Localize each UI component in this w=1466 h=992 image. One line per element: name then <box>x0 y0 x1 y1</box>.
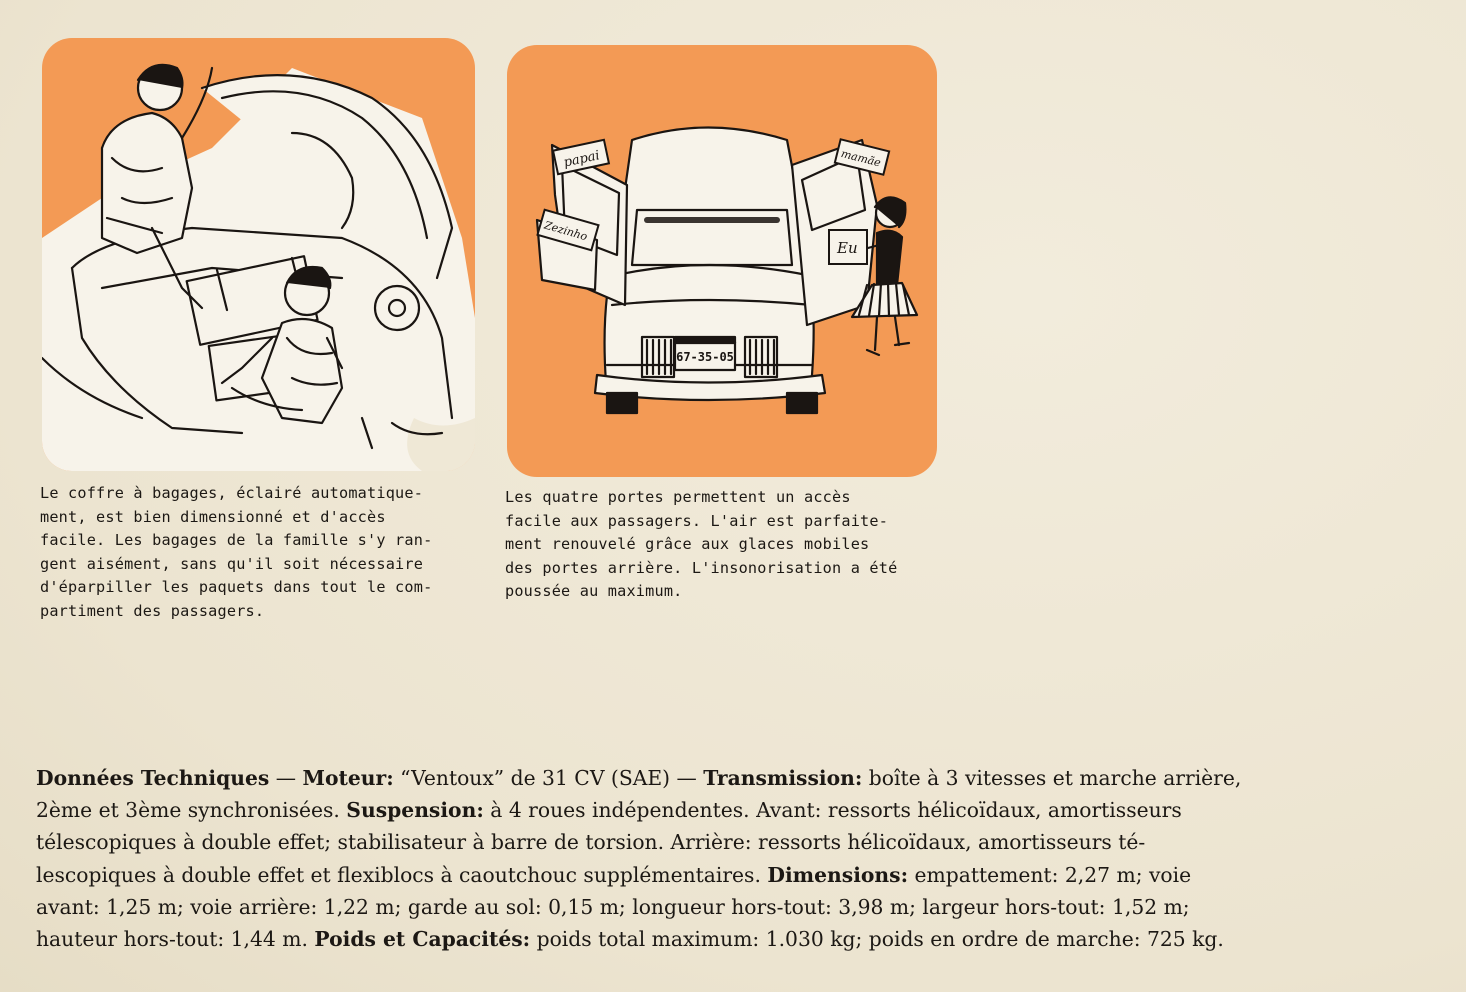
caption-line: des portes arrière. L'insonorisation a été <box>505 558 898 577</box>
caption-line: poussée au maximum. <box>505 582 683 600</box>
specs-text: hauteur hors-tout: 1,44 m. <box>36 927 315 952</box>
specs-text: poids total maximum: 1.030 kg; poids en ordre de marche: 725 kg. <box>530 927 1224 952</box>
specs-text: — <box>269 766 303 790</box>
specs-line <box>36 891 1426 923</box>
doors-illustration-panel <box>507 45 937 477</box>
specs-text: avant: 1,25 m; voie arrière: 1,22 m; garde au sol: 0,15 m; longueur hors-tout: 3,98 m; largeur hors-tout: 1,52 m; <box>36 894 1190 919</box>
specs-line <box>36 794 1426 826</box>
specs-text: à 4 roues indépendentes. Avant: ressorts hélicoïdaux, amortisseurs <box>483 798 1182 823</box>
specs-text: lescopiques à double effet et flexiblocs à caoutchouc supplémentaires. <box>36 862 768 887</box>
car-trunk-family-illustration-icon <box>42 38 475 471</box>
caption-line: facile. Les bagages de la famille s'y ran- <box>40 531 433 549</box>
caption-line: partiment des passagers. <box>40 601 265 620</box>
specs-text: empattement: 2,27 m; voie <box>908 862 1192 887</box>
specs-label-dimensions: Dimensions: <box>767 862 909 887</box>
sign-eu <box>829 230 867 264</box>
caption-line: gent aisément, sans qu'il soit nécessaire <box>40 554 424 573</box>
specs-line <box>36 923 1426 955</box>
specs-text: 2ème et 3ème synchronisées. <box>36 798 347 823</box>
sign-mamae-label: mamãe <box>839 147 883 170</box>
trunk-illustration-panel <box>42 38 475 471</box>
specs-text: boîte à 3 vitesses et marche arrière, <box>862 766 1242 790</box>
caption-line: d'éparpiller les paquets dans tout le com- <box>40 578 433 596</box>
specs-line <box>36 859 1426 891</box>
car-four-doors-illustration-icon <box>507 45 937 477</box>
specs-line <box>36 762 1426 794</box>
caption-line: ment, est bien dimensionné et d'accès <box>40 507 386 526</box>
specs-text: télescopiques à double effet; stabilisateur à barre de torsion. Arrière: ressorts hélicoïdaux, amortisseurs té- <box>36 830 1146 855</box>
specs-line <box>36 826 1426 858</box>
sign-papai-label: papai <box>562 148 601 171</box>
specs-text: “Ventoux” de 31 CV (SAE) — <box>393 766 704 790</box>
sign-zezinho-label: Zezinho <box>542 218 589 244</box>
license-plate-text: 67-35-05 <box>676 350 734 364</box>
trunk-caption <box>40 482 480 623</box>
technical-specifications <box>36 762 1426 955</box>
sign-papai <box>553 140 609 174</box>
caption-line: Les quatre portes permettent un accès <box>505 488 851 506</box>
caption-line: ment renouvelé grâce aux glaces mobiles <box>505 535 870 553</box>
sign-eu-label: Eu <box>837 239 858 257</box>
doors-caption <box>505 486 945 604</box>
specs-label-suspension: Suspension: <box>346 798 484 823</box>
caption-line: Le coffre à bagages, éclairé automatique- <box>40 484 424 502</box>
caption-line: facile aux passagers. L'air est parfaite- <box>505 511 889 530</box>
specs-heading: Données Techniques <box>36 766 270 790</box>
specs-label-moteur: Moteur: <box>302 766 394 790</box>
specs-label-transmission: Transmission: <box>703 766 863 790</box>
specs-label-poids: Poids et Capacités: <box>314 927 531 952</box>
